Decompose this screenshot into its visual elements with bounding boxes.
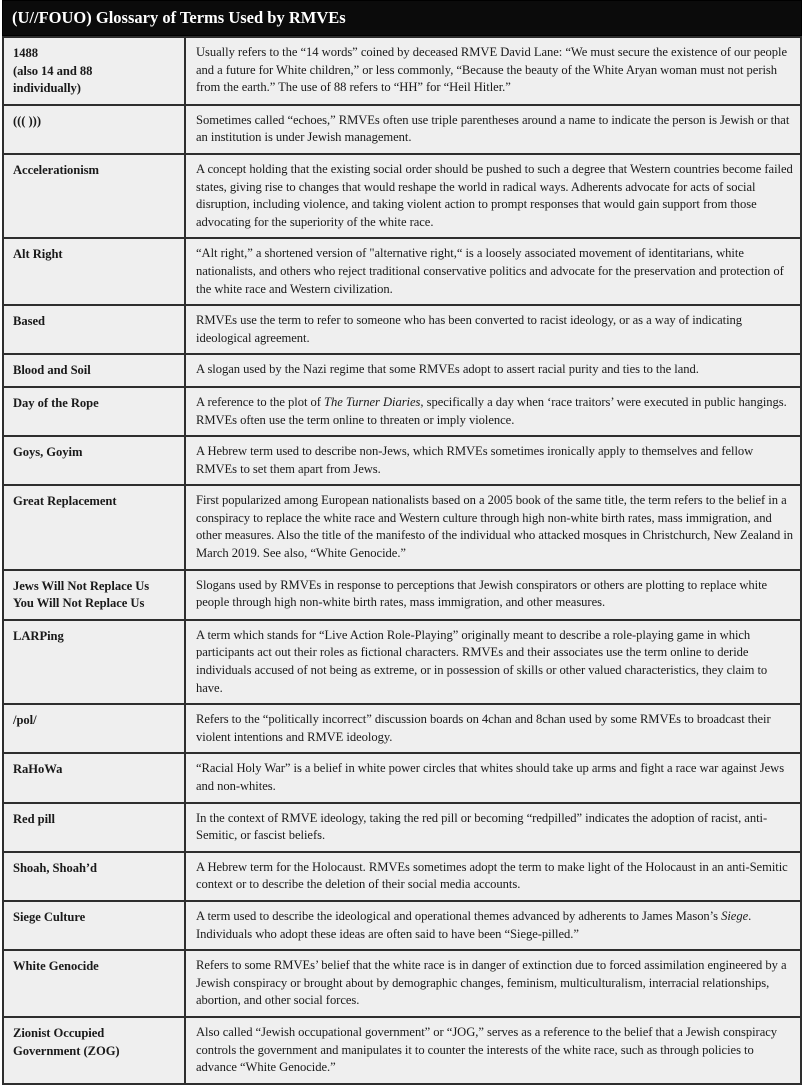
glossary-document [2, 0, 802, 1085]
glossary-definition [185, 238, 801, 305]
glossary-term-line: Zionist Occupied [13, 1025, 105, 1040]
glossary-row [3, 436, 801, 485]
glossary-definition [185, 704, 801, 753]
glossary-row [3, 305, 801, 354]
glossary-definition [185, 570, 801, 620]
glossary-table [2, 36, 802, 1085]
definition-text: “Racial Holy War” is a belief in white power circles that whites should take up arms and fight a race war against Jews and non-whites. [196, 761, 785, 793]
glossary-term-line: White Genocide [13, 959, 99, 974]
definition-text: Refers to some RMVEs’ belief that the white race is in danger of extinction due to forced assimilation engineered by a Jewish conspiracy or brought about by demographic changes, feminism, multiculturalism, interracial relationships, abortion, and other social forces. [196, 958, 787, 1008]
glossary-term-line: Accelerationism [13, 162, 99, 177]
glossary-definition [185, 105, 801, 154]
glossary-row [3, 1017, 801, 1084]
glossary-definition [185, 436, 801, 485]
definition-text: A concept holding that the existing social order should be pushed to such a degree that Western countries become failed states, giving rise to changes that would reshape the world in radical ways. Adherents advocate for acts of social disruption, including violence, and taking violent action to prompt responses that would gain support from those advocating for the superiority of the white race. [196, 161, 793, 229]
definition-text: A term which stands for “Live Action Role-Playing” originally meant to describe a role-playing game in which participants act out their roles as fictional characters. RMVEs and their associates use the term online to deride individuals accused of not being as extreme, or in possession of skills or other valued characteristics, they claim to have. [196, 627, 768, 695]
glossary-definition [185, 852, 801, 901]
definition-text: Also called “Jewish occupational government” or “JOG,” serves as a reference to the belief that a Jewish conspiracy controls the government and manipulates it to counter the interests of the white race, such as through policies to advance “White Genocide.” [196, 1024, 778, 1075]
glossary-term [3, 485, 185, 569]
glossary-term [3, 950, 185, 1017]
glossary-table-body [3, 37, 801, 1084]
glossary-term-line: Alt Right [13, 247, 63, 262]
glossary-row [3, 154, 801, 238]
definition-text: . Individuals who adopt these ideas are often said to have been “Siege-pilled.” [196, 908, 752, 941]
definition-text: Usually refers to the “14 words” coined by deceased RMVE David Lane: “We must secure the existence of our people and a future for White children,” or less commonly, “Because the beauty of the White Aryan woman must not perish from the earth.” The use of 88 refers to “HH” for “Heil Hitler.” [196, 45, 788, 95]
glossary-definition [185, 354, 801, 387]
definition-text: Slogans used by RMVEs in response to perceptions that Jewish conspirators or others are plotting to replace white people through high non-white birth rates, mass immigration, and other measures. [196, 577, 768, 610]
definition-text: A reference to the plot of [196, 394, 325, 409]
glossary-term [3, 436, 185, 485]
glossary-definition [185, 387, 801, 436]
glossary-term-line: Red pill [13, 811, 55, 826]
glossary-term-line: Goys, Goyim [13, 445, 83, 460]
glossary-definition [185, 154, 801, 238]
definition-text: , specifically a day when ‘race traitors’ were executed in public hangings. RMVEs often use the term online to threaten or imply violence. [196, 394, 787, 427]
glossary-row [3, 570, 801, 620]
glossary-definition [185, 620, 801, 704]
definition-italic-title: Siege [721, 908, 749, 923]
glossary-term-line: individually) [13, 81, 81, 96]
glossary-term-line: Day of the Rope [13, 395, 99, 410]
glossary-term [3, 354, 185, 387]
glossary-row [3, 37, 801, 105]
glossary-term [3, 620, 185, 704]
glossary-term [3, 387, 185, 436]
glossary-row [3, 238, 801, 305]
glossary-term-line: Great Replacement [13, 494, 117, 509]
glossary-term-line: ((( ))) [13, 113, 41, 128]
glossary-term [3, 852, 185, 901]
glossary-definition [185, 950, 801, 1017]
glossary-row [3, 354, 801, 387]
glossary-definition [185, 753, 801, 802]
glossary-term [3, 704, 185, 753]
definition-text: A term used to describe the ideological and operational themes advanced by adherents to James Mason’s [196, 908, 722, 923]
glossary-definition [185, 1017, 801, 1084]
glossary-term-line: Based [13, 314, 45, 329]
glossary-term-line: Jews Will Not Replace Us [13, 578, 150, 593]
glossary-definition [185, 803, 801, 852]
glossary-term-line: You Will Not Replace Us [13, 596, 145, 611]
definition-text: Sometimes called “echoes,” RMVEs often use triple parentheses around a name to indicate the person is Jewish or that an institution is under Jewish management. [196, 112, 790, 145]
glossary-term [3, 105, 185, 154]
glossary-row [3, 387, 801, 436]
glossary-term [3, 37, 185, 105]
glossary-row [3, 620, 801, 704]
definition-text: In the context of RMVE ideology, taking the red pill or becoming “redpilled” indicates the adoption of racist, anti-Semitic, or fascist beliefs. [196, 810, 768, 843]
glossary-term-line: Siege Culture [13, 909, 86, 924]
glossary-row [3, 852, 801, 901]
glossary-term-line: LARPing [13, 628, 64, 643]
glossary-row [3, 485, 801, 569]
glossary-term-line: Government (ZOG) [13, 1043, 120, 1058]
glossary-term-line: 1488 [13, 46, 38, 60]
glossary-term [3, 305, 185, 354]
glossary-term-line: /pol/ [13, 713, 37, 728]
glossary-row [3, 901, 801, 950]
glossary-term [3, 901, 185, 950]
glossary-term-line: RaHoWa [13, 762, 63, 777]
definition-text: A slogan used by the Nazi regime that some RMVEs adopt to assert racial purity and ties to the land. [196, 362, 699, 377]
glossary-row [3, 105, 801, 154]
glossary-term [3, 1017, 185, 1084]
glossary-term [3, 570, 185, 620]
glossary-definition [185, 901, 801, 950]
glossary-term [3, 753, 185, 802]
definition-text: A Hebrew term for the Holocaust. RMVEs sometimes adopt the term to make light of the Holocaust in an anti-Semitic context or to describe the deletion of their social media accounts. [196, 859, 788, 892]
glossary-term-line: (also 14 and 88 [13, 63, 93, 78]
glossary-term [3, 803, 185, 852]
definition-text: Refers to the “politically incorrect” discussion boards on 4chan and 8chan used by some RMVEs to broadcast their violent intentions and RMVE ideology. [196, 712, 771, 744]
definition-italic-title: The Turner Diaries [324, 394, 421, 409]
glossary-definition [185, 305, 801, 354]
definition-text: RMVEs use the term to refer to someone who has been converted to racist ideology, or as a way of indicating ideological agreement. [196, 313, 743, 345]
glossary-definition [185, 37, 801, 105]
definition-text: A Hebrew term used to describe non-Jews, which RMVEs sometimes ironically apply to themselves and fellow RMVEs to set them apart from Jews. [196, 444, 754, 476]
glossary-title: (U//FOUO) Glossary of Terms Used by RMVEs [2, 0, 802, 36]
glossary-term [3, 154, 185, 238]
definition-text: “Alt right,” a shortened version of "alternative right,“ is a loosely associated movement of identitarians, white nationalists, and others who reject traditional conservative politics and advocate for the preservation and protection of the white race and Western civilization. [196, 246, 784, 296]
glossary-definition [185, 485, 801, 569]
glossary-term-line: Shoah, Shoah’d [13, 860, 98, 875]
glossary-term-line: Blood and Soil [13, 363, 91, 378]
glossary-row [3, 803, 801, 852]
glossary-row [3, 753, 801, 802]
definition-text: First popularized among European nationalists based on a 2005 book of the same title, the term refers to the belief in a conspiracy to replace the white race and Western culture through high non-white birth rates, mass immigration, and other measures. Also the title of the manifesto of the individual who attacked mosques in Christchurch, New Zealand in March 2019. See also, “White Genocide.” [196, 493, 794, 561]
glossary-row [3, 950, 801, 1017]
glossary-row [3, 704, 801, 753]
glossary-term [3, 238, 185, 305]
